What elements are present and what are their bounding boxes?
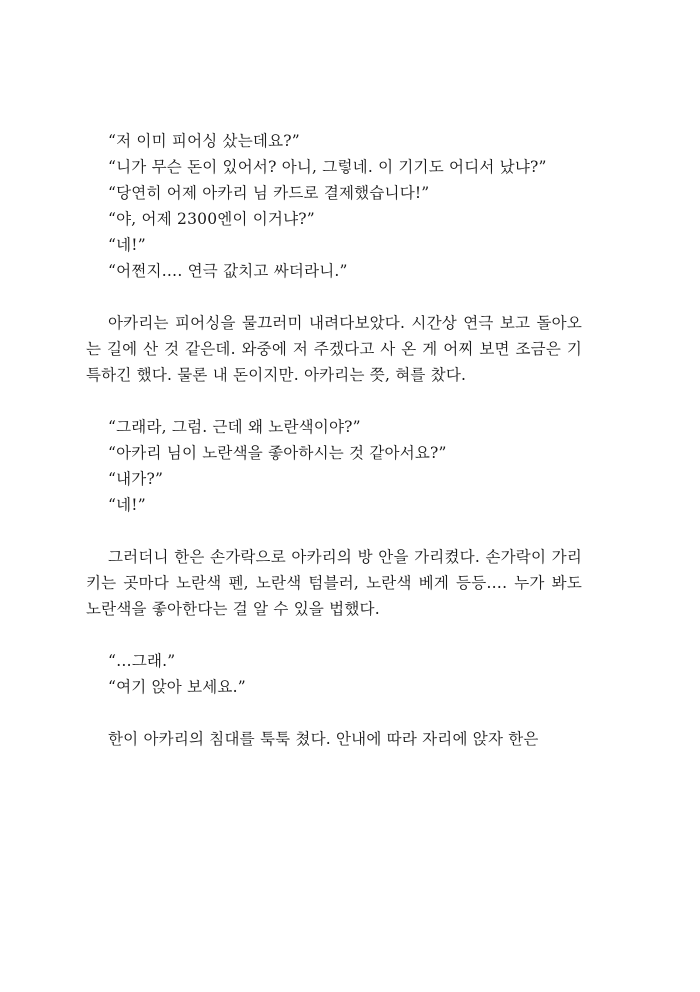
dialogue-line: “네!” — [108, 236, 146, 254]
dialogue-line: “…그래.” — [108, 652, 176, 670]
narration-paragraph: 아카리는 피어싱을 물끄러미 내려다보았다. 시간상 연극 보고 돌아오는 길에 산 것 같은데. 와중에 저 주겠다고 사 온 게 어찌 보면 조금은 기특하긴 했다. 물론 내 돈이지만. 아카리는 쯧, 혀를 찼다. — [86, 314, 582, 384]
paragraph-gap — [86, 284, 582, 310]
paragraph-gap — [86, 622, 582, 648]
dialogue-line: “어쩐지…. 연극 값치고 싸더라니.” — [108, 262, 348, 280]
narration-paragraph: 그러더니 한은 손가락으로 아카리의 방 안을 가리켰다. 손가락이 가리키는 곳마다 노란색 펜, 노란색 텀블러, 노란색 베게 등등…. 누가 봐도 노란색을 좋아한다는 걸 알 수 있을 법했다. — [86, 548, 582, 618]
paragraph-gap — [86, 518, 582, 544]
paragraph-gap — [86, 700, 582, 726]
dialogue-line: “내가?” — [108, 470, 164, 488]
narration-paragraph: 한이 아카리의 침대를 툭툭 쳤다. 안내에 따라 자리에 앉자 한은 — [108, 730, 539, 748]
paragraph-gap — [86, 388, 582, 414]
dialogue-line: “니가 무슨 돈이 있어서? 아니, 그렇네. 이 기기도 어디서 났냐?” — [108, 158, 547, 176]
dialogue-line: “야, 어제 2300엔이 이거냐?” — [108, 210, 315, 228]
dialogue-line: “저 이미 피어싱 샀는데요?” — [108, 132, 300, 150]
document-body — [86, 128, 582, 752]
dialogue-line: “아카리 님이 노란색을 좋아하시는 것 같아서요?” — [108, 444, 447, 462]
dialogue-line: “네!” — [108, 496, 146, 514]
dialogue-line: “그래라, 그럼. 근데 왜 노란색이야?” — [108, 418, 361, 436]
dialogue-line: “여기 앉아 보세요.” — [108, 678, 246, 696]
dialogue-line: “당연히 어제 아카리 님 카드로 결제했습니다!” — [108, 184, 430, 202]
